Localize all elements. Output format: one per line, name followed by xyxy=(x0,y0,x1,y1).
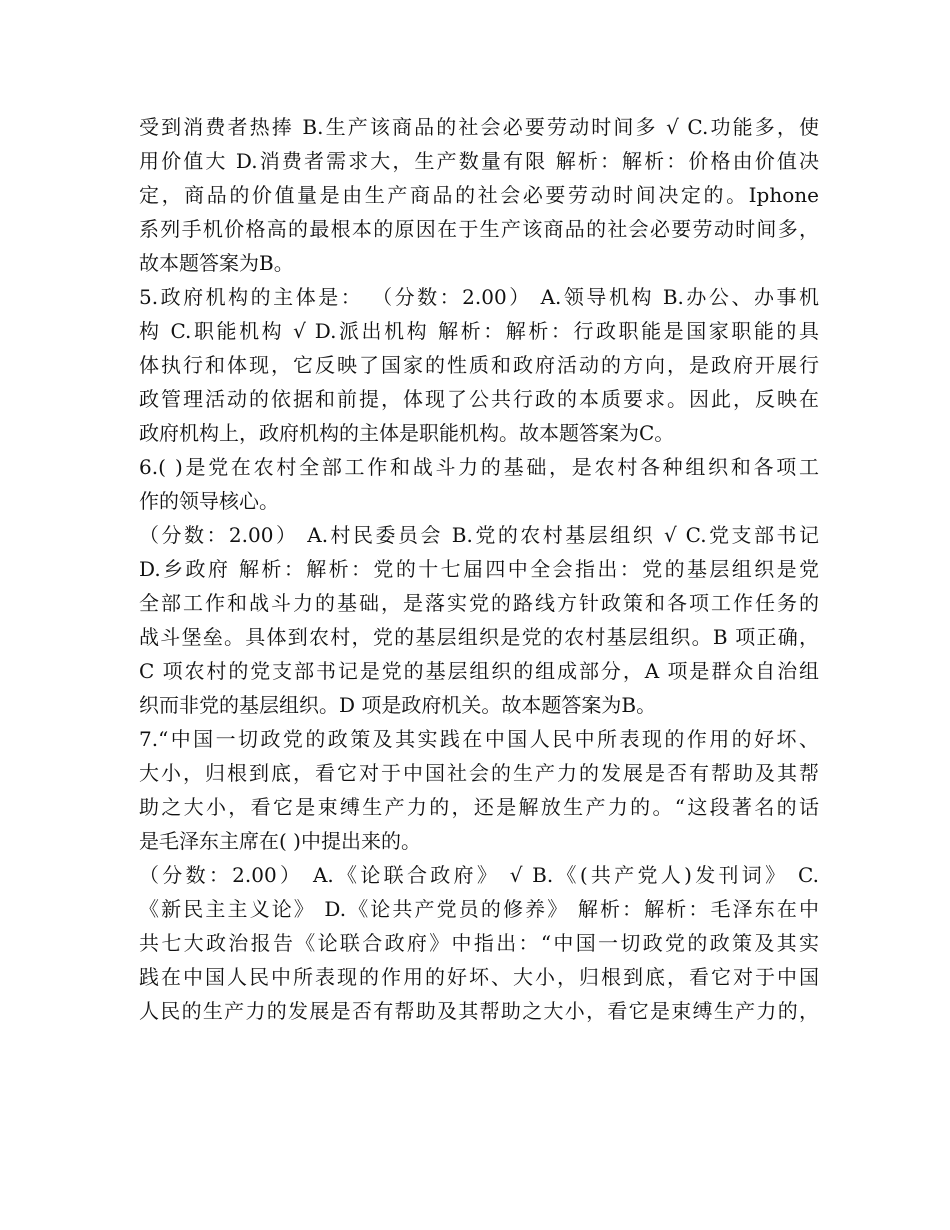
text-line: 政管理活动的依据和前提，体现了公共行政的本质要求。因此，反映在 xyxy=(139,387,819,411)
text-line: 助之大小，看它是束缚生产力的，还是解放生产力的。“这段著名的话 xyxy=(139,795,819,819)
text-line: （分数：2.00） A.《论联合政府》 √ B.《(共产党人)发刊词》 C. xyxy=(139,863,819,887)
text-line: D.乡政府 解析：解析：党的十七届四中全会指出：党的基层组织是党 xyxy=(139,557,819,581)
text-line: 7.“中国一切政党的政策及其实践在中国人民中所表现的作用的好坏、 xyxy=(139,727,819,751)
text-line: 故本题答案为B。 xyxy=(139,251,294,275)
text-line: 构 C.职能机构 √ D.派出机构 解析：解析：行政职能是国家职能的具 xyxy=(139,319,819,343)
text-line: 5.政府机构的主体是： （分数：2.00） A.领导机构 B.办公、办事机 xyxy=(139,285,819,309)
text-line: C 项农村的党支部书记是党的基层组织的组成部分，A 项是群众自治组 xyxy=(139,659,819,683)
text-line: 织而非党的基层组织。D 项是政府机关。故本题答案为B。 xyxy=(139,693,657,717)
text-line: 政府机构上，政府机构的主体是职能机构。故本题答案为C。 xyxy=(139,421,675,445)
text-line: 系列手机价格高的最根本的原因在于生产该商品的社会必要劳动时间多， xyxy=(139,217,819,241)
text-line: 用价值大 D.消费者需求大，生产数量有限 解析：解析：价格由价值决 xyxy=(139,149,819,173)
text-line: （分数：2.00） A.村民委员会 B.党的农村基层组织 √ C.党支部书记 xyxy=(139,523,819,547)
text-line: 战斗堡垒。具体到农村，党的基层组织是党的农村基层组织。B 项正确， xyxy=(139,625,819,649)
text-line: 定，商品的价值量是由生产商品的社会必要劳动时间决定的。Iphone xyxy=(139,183,819,207)
text-line: 体执行和体现，它反映了国家的性质和政府活动的方向，是政府开展行 xyxy=(139,353,819,377)
text-line: 作的领导核心。 xyxy=(139,489,279,513)
text-line: 受到消费者热捧 B.生产该商品的社会必要劳动时间多 √ C.功能多，使 xyxy=(139,115,819,139)
text-line: 人民的生产力的发展是否有帮助及其帮助之大小，看它是束缚生产力的， xyxy=(139,999,819,1023)
text-line: 共七大政治报告《论联合政府》中指出：“中国一切政党的政策及其实 xyxy=(139,931,819,955)
text-line: 6.( )是党在农村全部工作和战斗力的基础，是农村各种组织和各项工 xyxy=(139,455,819,479)
text-line: 《新民主主义论》 D.《论共产党员的修养》 解析：解析：毛泽东在中 xyxy=(139,897,819,921)
document-body xyxy=(139,110,819,1028)
text-line: 大小，归根到底，看它对于中国社会的生产力的发展是否有帮助及其帮 xyxy=(139,761,819,785)
text-line: 是毛泽东主席在( )中提出来的。 xyxy=(139,829,421,853)
text-line: 践在中国人民中所表现的作用的好坏、大小，归根到底，看它对于中国 xyxy=(139,965,819,989)
text-line: 全部工作和战斗力的基础，是落实党的路线方针政策和各项工作任务的 xyxy=(139,591,819,615)
